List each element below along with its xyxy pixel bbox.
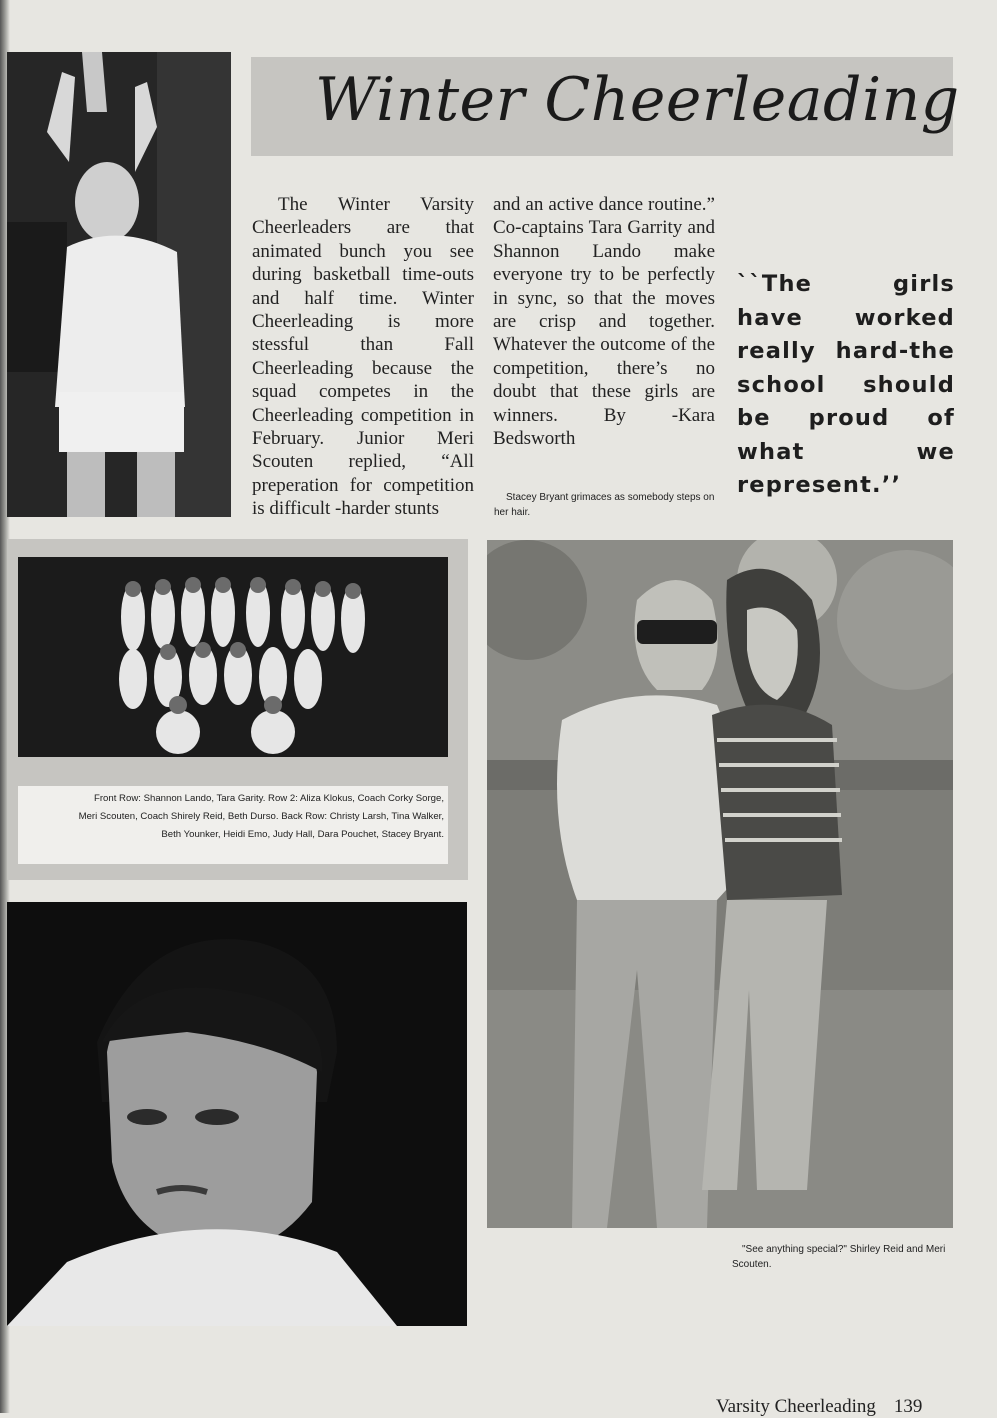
story-column-1: The Winter Varsity Cheerleaders are that animated bunch you see during basketball time-outs and half time. Winter Cheerleading is more stessful than Fall Cheerleading because the squad competes in the Cheerleading competition in February. Junior Meri Scouten replied, “All preperation for competition is difficult -harder stunts [252, 194, 474, 520]
photo-squad-group [18, 557, 448, 757]
title-band [251, 57, 960, 156]
story-column-2: and an active dance routine.” Co-captains Tara Garrity and Shannon Lando make everyone try to be perfectly in sync, so that the moves are crisp and together. Whatever the outcome of the competition, there’s no doubt that these girls are winners. By -Kara Bedsworth [493, 194, 715, 450]
page-title: Winter Cheerleading [315, 65, 960, 135]
page-footer [716, 1396, 922, 1418]
footer-section-title: Varsity Cheerleading [716, 1396, 876, 1417]
photo-cheerleader-lift [7, 52, 231, 517]
group-caption-line: Meri Scouten, Coach Shirely Reid, Beth Durso. Back Row: Christy Larsh, Tina Walker, [78, 811, 444, 822]
group-caption-line: Beth Younker, Heidi Emo, Judy Hall, Dara Pouchet, Stacey Bryant. [161, 829, 444, 840]
photo-portrait-closeup [7, 902, 467, 1326]
caption-see-anything-special: "See anything special?" Shirley Reid and Meri Scouten. [732, 1244, 946, 1270]
group-caption-line: Front Row: Shannon Lando, Tara Garity. Row 2: Aliza Klokus, Coach Corky Sorge, [94, 793, 444, 804]
page-number: 139 [893, 1396, 923, 1417]
group-photo-caption [18, 786, 448, 864]
pull-quote: ``The girls have worked really hard-the school should be proud of what we represent.’’ [737, 271, 955, 498]
caption-stacey-bryant: Stacey Bryant grimaces as somebody steps on her hair. [494, 492, 715, 518]
photo-outdoor-two-girls [487, 540, 953, 1228]
